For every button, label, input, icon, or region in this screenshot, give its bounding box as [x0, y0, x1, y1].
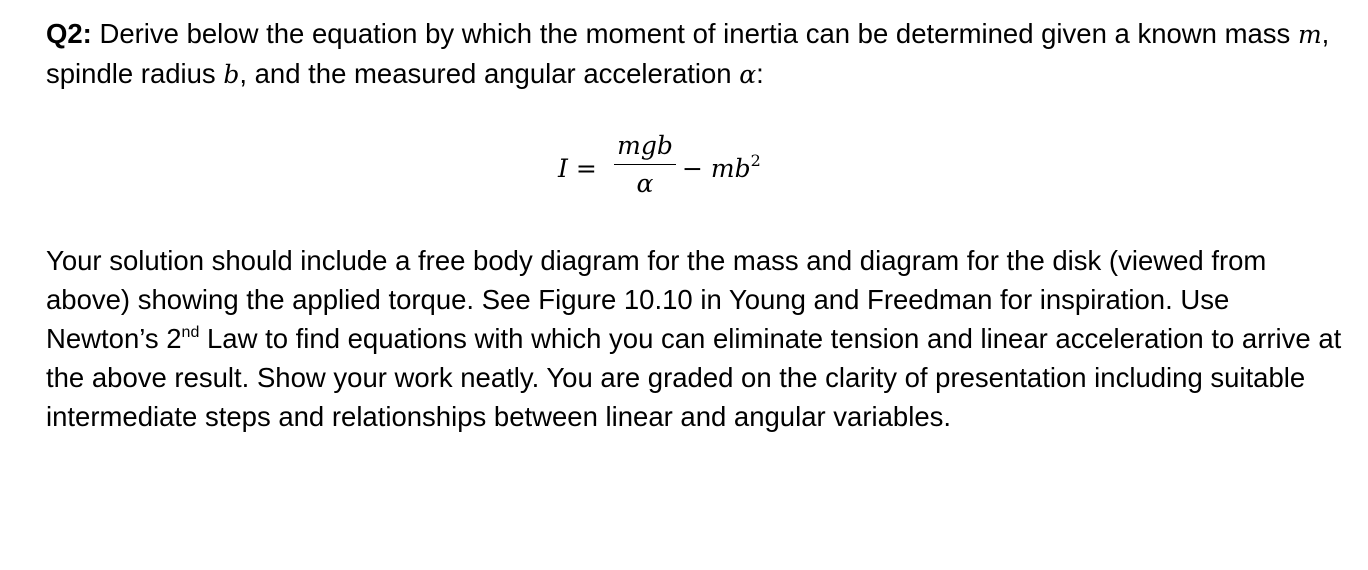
- equation-term: mb: [710, 154, 751, 183]
- equation-variable-i: I: [558, 154, 568, 183]
- instructions-text-2: Law to find equations with which you can eliminate tension and linear acceleration to arrive at the above result. Show your work neatly. You are graded on the clarity of presentation including suitable intermediate steps and relationships between linear and angular variables.: [46, 323, 1342, 432]
- equation-exponent: 2: [750, 151, 761, 170]
- fraction-numerator: mgb: [617, 131, 673, 160]
- minus-sign: −: [682, 154, 703, 183]
- question-text-4: :: [756, 58, 764, 89]
- fraction: [612, 128, 678, 199]
- question-block: [46, 14, 1346, 94]
- ordinal-superscript: nd: [181, 324, 200, 341]
- question-text-2: , spindle radius: [46, 18, 1330, 89]
- instructions-paragraph: [46, 241, 1346, 436]
- equation-lhs: [558, 154, 597, 183]
- variable-alpha: α: [739, 60, 757, 89]
- equals-sign: =: [575, 154, 597, 183]
- variable-b: b: [223, 60, 240, 89]
- question-text-3: , and the measured angular acceleration: [239, 58, 740, 89]
- equation-rhs: [682, 151, 761, 183]
- variable-m: m: [1297, 20, 1322, 49]
- question-text-1: Derive below the equation by which the moment of inertia can be determined given a known mass: [91, 18, 1298, 49]
- fraction-denominator: α: [636, 169, 654, 198]
- question-paragraph: [46, 14, 1346, 94]
- instructions-text-1: Your solution should include a free body diagram for the mass and diagram for the disk (viewed from above) showing the applied torque. See Figure 10.10 in Young and Freedman for inspiration. Use Newton’s 2: [46, 245, 1267, 354]
- instructions-block: [46, 241, 1346, 436]
- question-label: Q2:: [46, 18, 92, 49]
